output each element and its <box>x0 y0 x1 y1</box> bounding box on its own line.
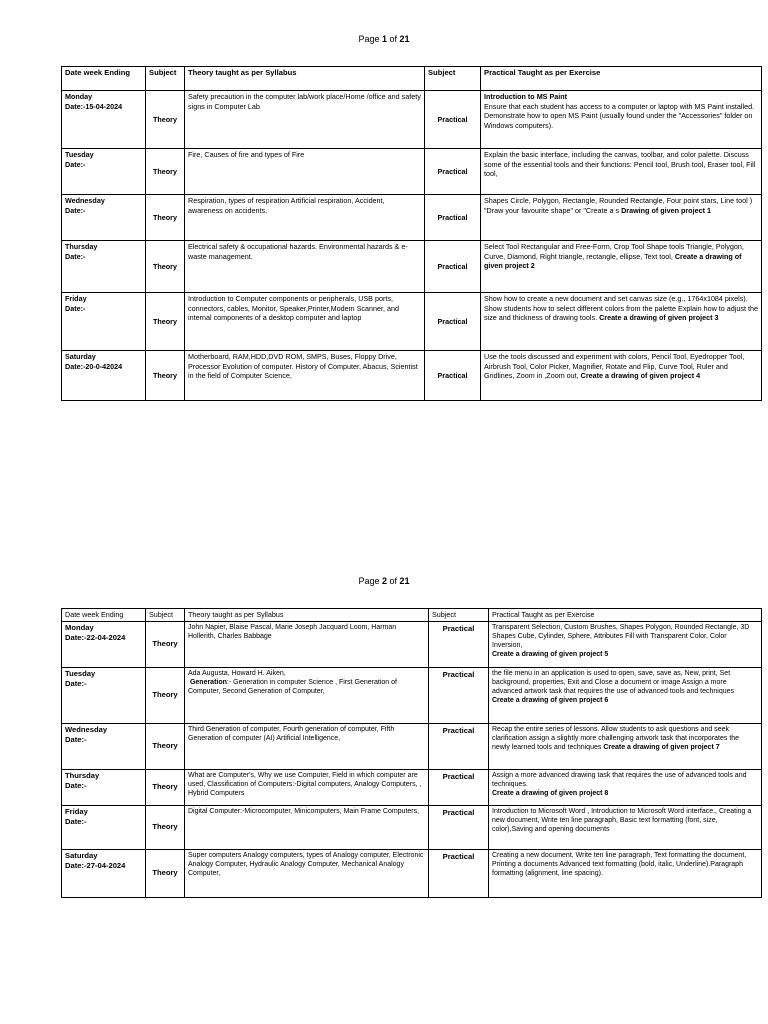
practical-cell: Introduction to Microsoft Word , Introduction to Microsoft Word interface., Creating a new document, Write ten line paragraph, Basic text formatting (font, size, color),Saving and opening documents <box>489 805 762 849</box>
theory-cell: Fire, Causes of fire and types of Fire <box>185 149 425 195</box>
day-cell: Monday Date:-22-04-2024 <box>62 621 146 667</box>
subject-cell: Practical <box>429 805 489 849</box>
page-number-label: Page 2 of 21 <box>358 576 410 586</box>
subject-cell: Theory <box>146 769 185 805</box>
table-row <box>62 91 762 149</box>
subject-cell: Practical <box>425 91 481 149</box>
practical-cell: Introduction to MS Paint Ensure that each student has access to a computer or laptop with MS Paint installed. Demonstrate how to open MS Paint (usually found under the "Accessories" folder on Windows computers). <box>481 91 762 149</box>
practical-cell: Select Tool Rectangular and Free-Form, Crop Tool Shape tools Triangle, Polygon, Curve, Diamond, Right triangle, rectangle, ellipse, Text tool, Create a drawing of given project 2 <box>481 241 762 293</box>
practical-cell: Creating a new document, Write ten line paragraph, Text formatting the document, Printing a documents Advanced text formatting (bold, italic, Underline).Paragraph formatting (alignment, line spacing). <box>489 849 762 897</box>
day-cell: Monday Date:-15-04-2024 <box>62 91 146 149</box>
header-subject: Subject <box>146 609 185 622</box>
subject-cell: Theory <box>146 293 185 351</box>
theory-cell: Motherboard, RAM,HDD,DVD ROM, SMPS, Buses, Floppy Drive, Processor Evolution of computer. History of Computer, Abacus, Scientist in the field of Computer Science, <box>185 351 425 401</box>
practical-cell: Transparent Selection, Custom Brushes, Shapes Polygon, Rounded Rectangle, 3D Shapes Cube, Cylinder, Sphere, Attributes Fill with Transparent Color, Color Inversion, Create a drawing of given project 5 <box>489 621 762 667</box>
subject-cell: Practical <box>425 149 481 195</box>
day-cell: Friday Date:- <box>62 805 146 849</box>
subject-cell: Theory <box>146 805 185 849</box>
subject-cell: Theory <box>146 667 185 723</box>
table-row <box>62 849 762 897</box>
table-row <box>62 723 762 769</box>
table-row <box>62 769 762 805</box>
theory-cell: Safety precaution in the computer lab/work place/Home /office and safety signs in Computer Lab <box>185 91 425 149</box>
practical-cell: Assign a more advanced drawing task that requires the use of advanced tools and techniques. Create a drawing of given project 8 <box>489 769 762 805</box>
header-theory: Theory taught as per Syllabus <box>185 609 429 622</box>
table-row <box>62 293 762 351</box>
practical-cell: Use the tools discussed and experiment with colors, Pencil Tool, Eyedropper Tool, Airbrush Tool, Color Picker, Magnifier, Rotate and Flip, Curve Tool, Ruler and Gridlines, Zoom in ,Zoom out, Create a drawing of given project 4 <box>481 351 762 401</box>
subject-cell: Practical <box>429 769 489 805</box>
subject-cell: Theory <box>146 849 185 897</box>
theory-cell: What are Computer's, Why we use Computer, Field in which computer are used, Classification of Computers:-Digital computers, Analogy Computers, , Hybrid Computers <box>185 769 429 805</box>
practical-cell: Show how to create a new document and set canvas size (e.g., 1764x1084 pixels). Show students how to select different colors from the palette Explain how to adjust the size and thickness of drawing tools. Create a drawing of given project 3 <box>481 293 762 351</box>
subject-cell: Theory <box>146 195 185 241</box>
weekly-schedule-table <box>61 608 762 898</box>
day-cell: Tuesday Date:- <box>62 149 146 195</box>
table-row <box>62 351 762 401</box>
subject-cell: Theory <box>146 723 185 769</box>
day-cell: Saturday Date:-27-04-2024 <box>62 849 146 897</box>
day-cell: Tuesday Date:- <box>62 667 146 723</box>
subject-cell: Practical <box>429 667 489 723</box>
theory-cell: Respiration, types of respiration Artificial respiration, Accident, awareness on accidents. <box>185 195 425 241</box>
weekly-schedule-table <box>61 66 762 401</box>
day-cell: Wednesday Date:- <box>62 195 146 241</box>
header-practical: Practical Taught as per Exercise <box>481 67 762 91</box>
subject-cell: Practical <box>429 849 489 897</box>
day-cell: Friday Date:- <box>62 293 146 351</box>
table-row <box>62 149 762 195</box>
practical-cell: Explain the basic interface, including the canvas, toolbar, and color palette. Discuss some of the essential tools and their functions: Pencil tool, Brush tool, Eraser tool, Fill tool, <box>481 149 762 195</box>
subject-cell: Practical <box>429 723 489 769</box>
day-cell: Thursday Date:- <box>62 241 146 293</box>
theory-cell: John Napier, Blaise Pascal, Marie Joseph Jacquard Loom, Harman Hollerith, Charles Babbage <box>185 621 429 667</box>
day-cell: Wednesday Date:- <box>62 723 146 769</box>
practical-cell: the file menu in an application is used to open, save, save as, New, print, Set background, properties, Exit and Close a document or image Assign a more advanced artwork task that requires the use of advanced tools and techniques Create a drawing of given project 6 <box>489 667 762 723</box>
header-practical: Practical Taught as per Exercise <box>489 609 762 622</box>
subject-cell: Theory <box>146 149 185 195</box>
subject-cell: Theory <box>146 621 185 667</box>
header-date-week-ending: Date week Ending <box>62 67 146 91</box>
header-subject: Subject <box>146 67 185 91</box>
page-number-label: Page 1 of 21 <box>358 34 410 44</box>
header-subject: Subject <box>425 67 481 91</box>
day-cell: Saturday Date:-20-0-42024 <box>62 351 146 401</box>
subject-cell: Practical <box>425 241 481 293</box>
table-row <box>62 241 762 293</box>
practical-cell: Shapes Circle, Polygon, Rectangle, Rounded Rectangle, Four point stars, Line tool ) "Draw your favourite shape" or "Create a s Drawing of given project 1 <box>481 195 762 241</box>
subject-cell: Practical <box>429 621 489 667</box>
practical-cell: Recap the entire series of lessons. Allow students to ask questions and seek clarification assign a slightly more challenging artwork task that incorporates the newly learned tools and techniques Create a drawing of given project 7 <box>489 723 762 769</box>
header-date-week-ending: Date week Ending <box>62 609 146 622</box>
theory-cell: Digital Computer:-Microcomputer, Minicomputers, Main Frame Computers, <box>185 805 429 849</box>
table-row <box>62 805 762 849</box>
theory-cell: Ada Augusta, Howard H. Aiken, Generation:- Generation in computer Science , First Generation of Computer, Second Generation of Computer, <box>185 667 429 723</box>
table-header-row <box>62 67 762 91</box>
subject-cell: Practical <box>425 293 481 351</box>
subject-cell: Practical <box>425 195 481 241</box>
table-row <box>62 195 762 241</box>
table-row <box>62 667 762 723</box>
header-theory: Theory taught as per Syllabus <box>185 67 425 91</box>
theory-cell: Super computers Analogy computers, types of Analogy computer, Electronic Analogy Computer, Hydraulic Analogy Computer, Mechanical Analogy Computer, <box>185 849 429 897</box>
theory-cell: Introduction to Computer components or peripherals, USB ports, connectors, cables, Monitor, Speaker,Printer,Modem Scanner, and internal components of a desktop computer and laptop <box>185 293 425 351</box>
day-cell: Thursday Date:- <box>62 769 146 805</box>
header-subject: Subject <box>429 609 489 622</box>
table-row <box>62 621 762 667</box>
subject-cell: Practical <box>425 351 481 401</box>
theory-cell: Third Generation of computer, Fourth generation of computer, Fifth Generation of computer (AI) Artificial Intelligence, <box>185 723 429 769</box>
subject-cell: Theory <box>146 241 185 293</box>
subject-cell: Theory <box>146 351 185 401</box>
table-header-row <box>62 609 762 622</box>
theory-cell: Electrical safety & occupational hazards. Environmental hazards & e- waste management. <box>185 241 425 293</box>
subject-cell: Theory <box>146 91 185 149</box>
